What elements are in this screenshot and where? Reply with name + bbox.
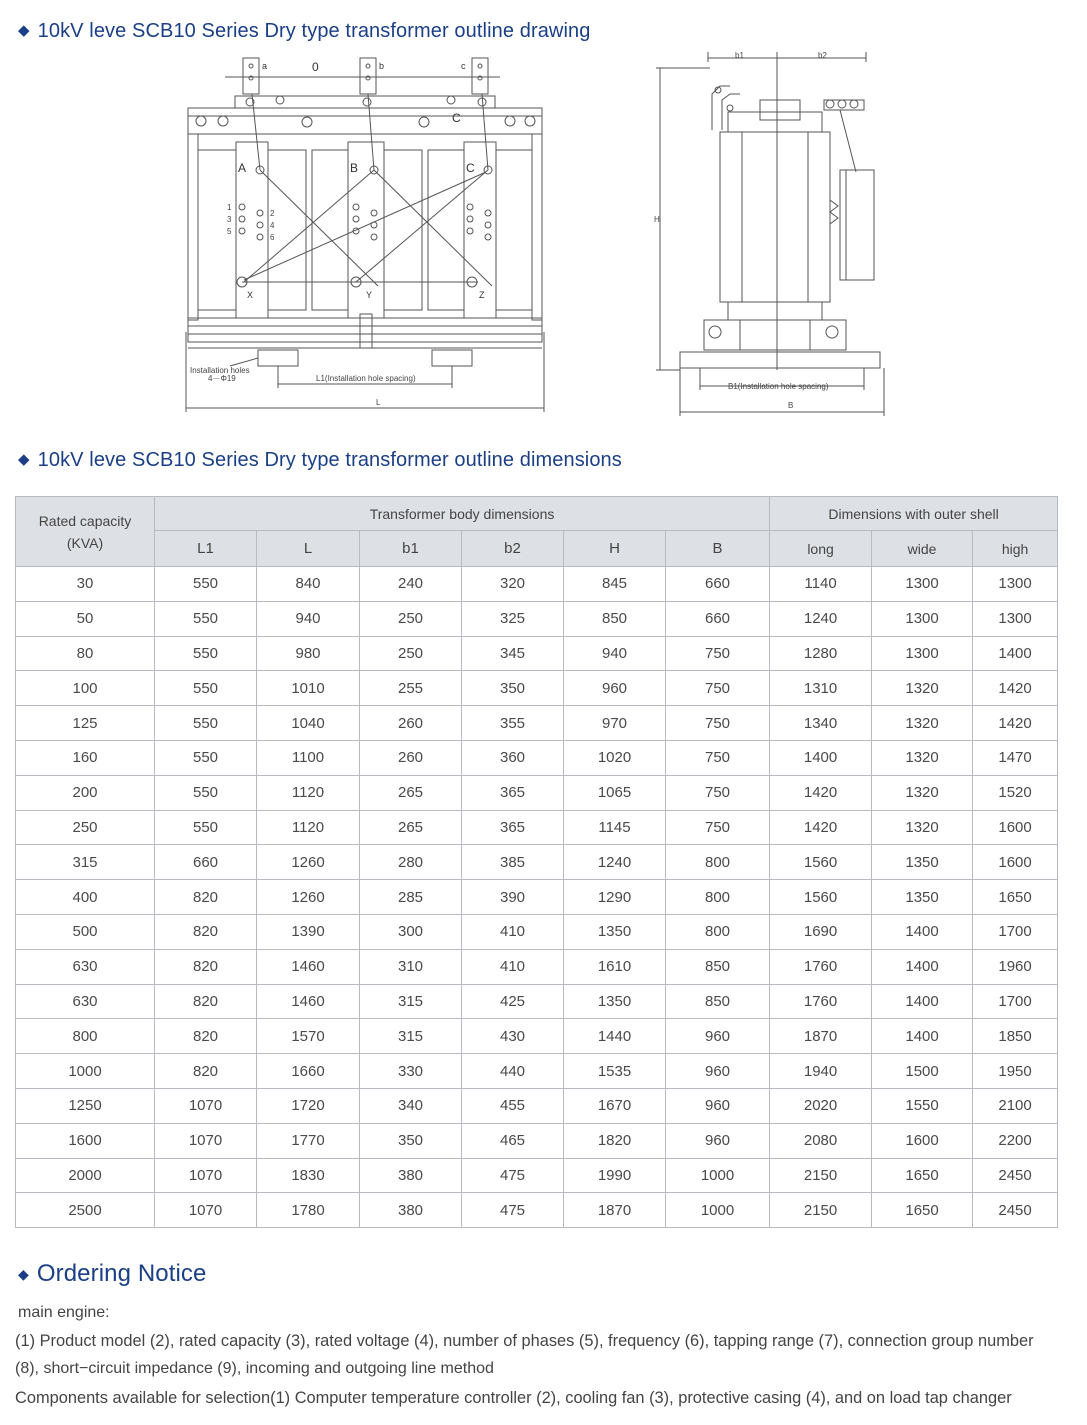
column-header-l: L xyxy=(257,531,360,567)
table-cell: 1120 xyxy=(257,775,360,810)
table-cell: 1145 xyxy=(564,810,666,845)
table-cell: 1300 xyxy=(973,567,1058,602)
install-holes-label: Installation holes xyxy=(190,366,250,375)
table-cell: 1070 xyxy=(155,1088,257,1123)
table-cell: 1830 xyxy=(257,1158,360,1193)
table-cell: 1400 xyxy=(872,914,973,949)
table-cell: 800 xyxy=(666,880,770,915)
table-cell: 1940 xyxy=(770,1054,872,1089)
table-cell: 455 xyxy=(462,1088,564,1123)
table-cell: 550 xyxy=(155,671,257,706)
table-cell: 1010 xyxy=(257,671,360,706)
table-cell: 1600 xyxy=(872,1123,973,1158)
terminal-label-0: 0 xyxy=(312,60,319,74)
table-cell: 1240 xyxy=(770,601,872,636)
table-cell: 2080 xyxy=(770,1123,872,1158)
table-cell: 1760 xyxy=(770,949,872,984)
h-label: H xyxy=(654,215,660,224)
table-cell: 475 xyxy=(462,1158,564,1193)
table-cell: 820 xyxy=(155,880,257,915)
table-cell: 1320 xyxy=(872,671,973,706)
table-cell: 1990 xyxy=(564,1158,666,1193)
table-cell: 1960 xyxy=(973,949,1058,984)
table-cell: 125 xyxy=(16,706,155,741)
table-cell: 1300 xyxy=(872,636,973,671)
rated-capacity-header-line1: Rated capacity xyxy=(38,512,132,529)
table-cell: 660 xyxy=(155,845,257,880)
table-row xyxy=(16,880,1058,915)
table-row xyxy=(16,740,1058,775)
table-cell: 630 xyxy=(16,949,155,984)
table-cell: 2100 xyxy=(973,1088,1058,1123)
table-cell: 1470 xyxy=(973,740,1058,775)
table-cell: 430 xyxy=(462,1019,564,1054)
column-header-high: high xyxy=(973,531,1058,567)
l1-dimension-label: L1(Installation hole spacing) xyxy=(316,374,416,383)
body-dimensions-header: Transformer body dimensions xyxy=(155,497,770,531)
table-row xyxy=(16,914,1058,949)
l-dimension-label: L xyxy=(376,398,381,407)
table-cell: 380 xyxy=(360,1158,462,1193)
table-row xyxy=(16,775,1058,810)
table-cell: 1400 xyxy=(770,740,872,775)
neutral-label-y: Y xyxy=(366,290,373,300)
table-cell: 1340 xyxy=(770,706,872,741)
table-cell: 660 xyxy=(666,567,770,602)
drawing-section-title xyxy=(18,20,590,43)
table-cell: 475 xyxy=(462,1193,564,1228)
table-cell: 1320 xyxy=(872,810,973,845)
table-cell: 200 xyxy=(16,775,155,810)
neutral-label-x: X xyxy=(247,290,254,300)
outline-drawing-svg xyxy=(0,50,1087,430)
table-cell: 1350 xyxy=(564,984,666,1019)
table-cell: 1440 xyxy=(564,1019,666,1054)
table-cell: 2150 xyxy=(770,1193,872,1228)
table-cell: 385 xyxy=(462,845,564,880)
table-cell: 265 xyxy=(360,810,462,845)
diamond-bullet-icon: ◆ xyxy=(18,22,30,39)
table-cell: 550 xyxy=(155,567,257,602)
ordering-line-3: (8), short−circuit impedance (9), incoming and outgoing line method xyxy=(15,1360,494,1377)
table-row xyxy=(16,810,1058,845)
table-cell: 1420 xyxy=(770,775,872,810)
table-cell: 1650 xyxy=(973,880,1058,915)
phase-label-b: B xyxy=(350,161,359,175)
table-cell: 970 xyxy=(564,706,666,741)
table-cell: 1310 xyxy=(770,671,872,706)
table-cell: 160 xyxy=(16,740,155,775)
table-cell: 800 xyxy=(16,1019,155,1054)
table-cell: 750 xyxy=(666,740,770,775)
table-row xyxy=(16,1193,1058,1228)
table-row xyxy=(16,1019,1058,1054)
table-cell: 1300 xyxy=(973,601,1058,636)
table-cell: 1100 xyxy=(257,740,360,775)
table-cell: 260 xyxy=(360,740,462,775)
table-cell: 1000 xyxy=(16,1054,155,1089)
table-cell: 820 xyxy=(155,1054,257,1089)
table-row xyxy=(16,567,1058,602)
table-cell: 1570 xyxy=(257,1019,360,1054)
table-cell: 2020 xyxy=(770,1088,872,1123)
table-cell: 340 xyxy=(360,1088,462,1123)
clamp-label-c: C xyxy=(452,111,461,125)
table-cell: 960 xyxy=(666,1123,770,1158)
table-cell: 80 xyxy=(16,636,155,671)
table-cell: 1320 xyxy=(872,775,973,810)
table-cell: 1400 xyxy=(872,1019,973,1054)
table-cell: 1950 xyxy=(973,1054,1058,1089)
phase-label-c: C xyxy=(466,161,475,175)
table-cell: 360 xyxy=(462,740,564,775)
b1-spacing-label: B1(Installation hole spacing) xyxy=(728,382,829,391)
drawing-title-text: 10kV leve SCB10 Series Dry type transformer outline drawing xyxy=(37,20,591,42)
column-header-b2: b2 xyxy=(462,531,564,567)
table-cell: 1700 xyxy=(973,984,1058,1019)
table-cell: 1020 xyxy=(564,740,666,775)
table-cell: 1660 xyxy=(257,1054,360,1089)
table-cell: 350 xyxy=(360,1123,462,1158)
table-cell: 1560 xyxy=(770,880,872,915)
table-cell: 310 xyxy=(360,949,462,984)
table-cell: 550 xyxy=(155,810,257,845)
table-cell: 800 xyxy=(666,845,770,880)
table-cell: 850 xyxy=(666,949,770,984)
table-cell: 750 xyxy=(666,810,770,845)
b1-label: b1 xyxy=(735,51,744,60)
table-cell: 260 xyxy=(360,706,462,741)
table-cell: 850 xyxy=(666,984,770,1019)
table-cell: 1560 xyxy=(770,845,872,880)
table-row xyxy=(16,671,1058,706)
table-cell: 1260 xyxy=(257,880,360,915)
table-cell: 1070 xyxy=(155,1123,257,1158)
table-cell: 820 xyxy=(155,949,257,984)
table-row xyxy=(16,845,1058,880)
table-cell: 800 xyxy=(666,914,770,949)
table-cell: 365 xyxy=(462,775,564,810)
table-cell: 1690 xyxy=(770,914,872,949)
table-row xyxy=(16,949,1058,984)
table-cell: 1040 xyxy=(257,706,360,741)
table-cell: 1780 xyxy=(257,1193,360,1228)
table-cell: 500 xyxy=(16,914,155,949)
dimensions-title-text: 10kV leve SCB10 Series Dry type transformer outline dimensions xyxy=(37,449,622,471)
table-cell: 1420 xyxy=(973,706,1058,741)
table-cell: 1290 xyxy=(564,880,666,915)
table-cell: 1535 xyxy=(564,1054,666,1089)
table-cell: 410 xyxy=(462,949,564,984)
column-header-l1: L1 xyxy=(155,531,257,567)
tap-label-3: 3 xyxy=(227,215,232,224)
tap-label-4: 4 xyxy=(270,221,275,230)
table-header-row xyxy=(16,497,1058,531)
table-cell: 630 xyxy=(16,984,155,1019)
side-view xyxy=(656,52,884,416)
table-cell: 465 xyxy=(462,1123,564,1158)
table-row xyxy=(16,1054,1058,1089)
table-cell: 660 xyxy=(666,601,770,636)
table-cell: 1870 xyxy=(564,1193,666,1228)
table-cell: 1600 xyxy=(973,810,1058,845)
table-cell: 1240 xyxy=(564,845,666,880)
ordering-line-2: (1) Product model (2), rated capacity (3), rated voltage (4), number of phases (5), frequency (6), tapping range (7), connection group number xyxy=(15,1332,1034,1350)
table-cell: 1140 xyxy=(770,567,872,602)
phase-label-a: A xyxy=(238,161,247,175)
table-cell: 2200 xyxy=(973,1123,1058,1158)
table-cell: 1400 xyxy=(872,949,973,984)
table-cell: 960 xyxy=(666,1088,770,1123)
table-subheader-row xyxy=(16,531,1058,567)
table-cell: 820 xyxy=(155,914,257,949)
shell-dimensions-header: Dimensions with outer shell xyxy=(770,497,1058,531)
table-cell: 2500 xyxy=(16,1193,155,1228)
table-cell: 410 xyxy=(462,914,564,949)
table-cell: 1000 xyxy=(666,1193,770,1228)
tap-label-2: 2 xyxy=(270,209,275,218)
table-cell: 980 xyxy=(257,636,360,671)
table-cell: 960 xyxy=(666,1019,770,1054)
column-header-b1: b1 xyxy=(360,531,462,567)
table-cell: 355 xyxy=(462,706,564,741)
table-cell: 1670 xyxy=(564,1088,666,1123)
table-cell: 1070 xyxy=(155,1193,257,1228)
table-cell: 440 xyxy=(462,1054,564,1089)
table-cell: 940 xyxy=(564,636,666,671)
table-cell: 1420 xyxy=(973,671,1058,706)
neutral-label-z: Z xyxy=(479,290,485,300)
table-cell: 380 xyxy=(360,1193,462,1228)
table-cell: 250 xyxy=(360,636,462,671)
tap-label-1: 1 xyxy=(227,203,232,212)
table-cell: 280 xyxy=(360,845,462,880)
table-cell: 250 xyxy=(360,601,462,636)
table-cell: 1460 xyxy=(257,949,360,984)
table-cell: 750 xyxy=(666,775,770,810)
tap-label-6: 6 xyxy=(270,233,275,242)
table-cell: 1420 xyxy=(770,810,872,845)
table-cell: 365 xyxy=(462,810,564,845)
table-cell: 1520 xyxy=(973,775,1058,810)
table-cell: 550 xyxy=(155,775,257,810)
table-cell: 265 xyxy=(360,775,462,810)
table-cell: 345 xyxy=(462,636,564,671)
table-cell: 1600 xyxy=(16,1123,155,1158)
table-cell: 255 xyxy=(360,671,462,706)
ordering-line-4: Components available for selection(1) Computer temperature controller (2), cooling fan (3), protective casing (4), and on load tap changer xyxy=(15,1389,1012,1407)
table-cell: 1500 xyxy=(872,1054,973,1089)
table-cell: 300 xyxy=(360,914,462,949)
table-cell: 1390 xyxy=(257,914,360,949)
tap-label-5: 5 xyxy=(227,227,232,236)
b-label: B xyxy=(788,401,794,410)
table-cell: 1820 xyxy=(564,1123,666,1158)
table-cell: 315 xyxy=(16,845,155,880)
ordering-title-text: Ordering Notice xyxy=(36,1260,207,1287)
column-header-b: B xyxy=(666,531,770,567)
outline-drawing xyxy=(0,50,1087,430)
table-cell: 550 xyxy=(155,706,257,741)
table-cell: 240 xyxy=(360,567,462,602)
table-cell: 960 xyxy=(564,671,666,706)
column-header-long: long xyxy=(770,531,872,567)
b2-label: b2 xyxy=(818,51,827,60)
table-cell: 1350 xyxy=(872,880,973,915)
table-cell: 1850 xyxy=(973,1019,1058,1054)
table-cell: 1000 xyxy=(666,1158,770,1193)
table-cell: 1350 xyxy=(872,845,973,880)
table-cell: 315 xyxy=(360,1019,462,1054)
table-cell: 1400 xyxy=(872,984,973,1019)
table-cell: 330 xyxy=(360,1054,462,1089)
diamond-bullet-icon: ◆ xyxy=(18,451,30,468)
table-row xyxy=(16,1123,1058,1158)
table-cell: 30 xyxy=(16,567,155,602)
table-cell: 550 xyxy=(155,601,257,636)
table-cell: 390 xyxy=(462,880,564,915)
terminal-label-b: b xyxy=(379,61,385,71)
table-cell: 1460 xyxy=(257,984,360,1019)
table-cell: 820 xyxy=(155,984,257,1019)
table-cell: 940 xyxy=(257,601,360,636)
table-cell: 1300 xyxy=(872,601,973,636)
table-cell: 1300 xyxy=(872,567,973,602)
table-cell: 845 xyxy=(564,567,666,602)
table-cell: 840 xyxy=(257,567,360,602)
table-cell: 400 xyxy=(16,880,155,915)
rated-capacity-header xyxy=(16,497,155,567)
table-cell: 1720 xyxy=(257,1088,360,1123)
table-cell: 2450 xyxy=(973,1193,1058,1228)
table-cell: 960 xyxy=(666,1054,770,1089)
table-cell: 2150 xyxy=(770,1158,872,1193)
column-header-h: H xyxy=(564,531,666,567)
table-row xyxy=(16,706,1058,741)
table-cell: 50 xyxy=(16,601,155,636)
table-cell: 820 xyxy=(155,1019,257,1054)
table-row xyxy=(16,1088,1058,1123)
table-body xyxy=(16,567,1058,1228)
table-cell: 325 xyxy=(462,601,564,636)
table-cell: 1700 xyxy=(973,914,1058,949)
table-row xyxy=(16,601,1058,636)
table-cell: 1320 xyxy=(872,706,973,741)
terminal-label-c: c xyxy=(461,61,466,71)
table-cell: 1070 xyxy=(155,1158,257,1193)
terminal-label-a: a xyxy=(262,61,268,71)
table-cell: 1400 xyxy=(973,636,1058,671)
install-holes-size: 4－Φ19 xyxy=(208,374,236,383)
table-cell: 285 xyxy=(360,880,462,915)
table-cell: 1120 xyxy=(257,810,360,845)
table-cell: 1600 xyxy=(973,845,1058,880)
table-cell: 1760 xyxy=(770,984,872,1019)
table-cell: 315 xyxy=(360,984,462,1019)
table-cell: 425 xyxy=(462,984,564,1019)
column-header-wide: wide xyxy=(872,531,973,567)
table-cell: 250 xyxy=(16,810,155,845)
front-view xyxy=(186,58,544,412)
table-cell: 1350 xyxy=(564,914,666,949)
table-cell: 2450 xyxy=(973,1158,1058,1193)
table-cell: 1260 xyxy=(257,845,360,880)
table-cell: 750 xyxy=(666,671,770,706)
table-cell: 1065 xyxy=(564,775,666,810)
table-cell: 350 xyxy=(462,671,564,706)
dimensions-table xyxy=(15,496,1058,1228)
table-cell: 1870 xyxy=(770,1019,872,1054)
table-cell: 550 xyxy=(155,636,257,671)
table-cell: 750 xyxy=(666,706,770,741)
table-cell: 1770 xyxy=(257,1123,360,1158)
rated-capacity-header-line2: (KVA) xyxy=(66,534,104,551)
ordering-line-1: main engine: xyxy=(18,1304,110,1321)
table-row xyxy=(16,636,1058,671)
table-cell: 1250 xyxy=(16,1088,155,1123)
table-cell: 100 xyxy=(16,671,155,706)
diamond-bullet-icon: ◆ xyxy=(18,1266,29,1282)
table-cell: 1650 xyxy=(872,1193,973,1228)
table-row xyxy=(16,984,1058,1019)
table-cell: 1320 xyxy=(872,740,973,775)
table-cell: 550 xyxy=(155,740,257,775)
table-cell: 1550 xyxy=(872,1088,973,1123)
table-cell: 750 xyxy=(666,636,770,671)
table-row xyxy=(16,1158,1058,1193)
table-cell: 1650 xyxy=(872,1158,973,1193)
table-cell: 1610 xyxy=(564,949,666,984)
table-cell: 320 xyxy=(462,567,564,602)
dimensions-section-title xyxy=(18,449,622,472)
table-cell: 1280 xyxy=(770,636,872,671)
ordering-section-title xyxy=(18,1260,206,1288)
table-cell: 2000 xyxy=(16,1158,155,1193)
table-cell: 850 xyxy=(564,601,666,636)
